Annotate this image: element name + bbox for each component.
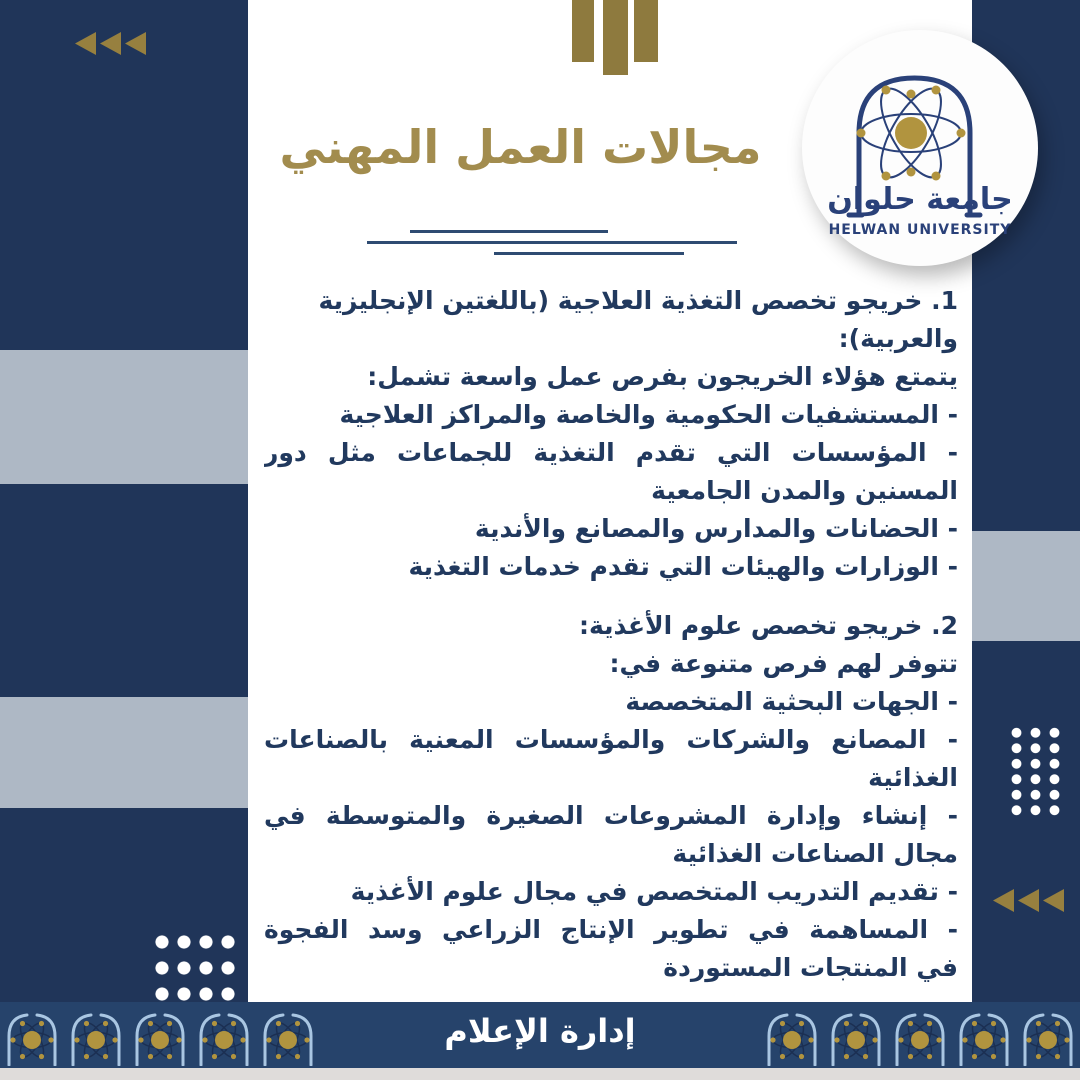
body-text-line: مجال الصناعات الغذائية <box>672 839 958 868</box>
university-logo-badge <box>802 30 1038 266</box>
body-text-line: المسنين والمدن الجامعية <box>651 476 958 505</box>
footer-motifs-right <box>760 1000 1080 1068</box>
gold-top-bar <box>603 0 628 75</box>
body-text-line: - المصانع والشركات والمؤسسات المعنية بالصناعات <box>264 725 958 754</box>
body-text-line: - المؤسسات التي تقدم التغذية للجماعات مثل دور <box>264 438 958 467</box>
body-text-line: 2. خريجو تخصص علوم الأغذية: <box>578 611 958 640</box>
atom-in-arch-icon <box>824 1008 888 1066</box>
gold-top-bar <box>572 0 594 62</box>
body-text-line: - إنشاء وإدارة المشروعات الصغيرة والمتوسطة في <box>264 801 958 830</box>
gold-top-bar <box>634 0 658 62</box>
gold-arrow-left-icon <box>75 32 96 55</box>
body-text-line: - المساهمة في تطوير الإنتاج الزراعي وسد الفجوة <box>264 915 958 944</box>
page-title: مجالات العمل المهني <box>279 120 762 174</box>
body-text-line: الغذائية <box>868 763 958 792</box>
body-text-line: - الجهات البحثية المتخصصة <box>625 687 958 716</box>
steel-bar-left-top <box>0 350 248 484</box>
body-text-line: - الوزارات والهيئات التي تقدم خدمات التغذية <box>408 552 958 581</box>
title-underline <box>410 230 608 233</box>
gold-arrows-top-left <box>75 32 146 55</box>
gold-arrow-left-icon <box>1043 889 1064 912</box>
atom-in-arch-icon <box>0 1008 64 1066</box>
atom-in-arch-icon <box>888 1008 952 1066</box>
gold-arrow-left-icon <box>1018 889 1039 912</box>
logo-english-name: HELWAN UNIVERSITY <box>828 222 1012 238</box>
title-underline <box>494 252 684 255</box>
atom-in-arch-icon <box>1016 1008 1080 1066</box>
gold-arrows-right <box>993 889 1064 912</box>
atom-in-arch-icon <box>952 1008 1016 1066</box>
body-text-line: - الحضانات والمدارس والمصانع والأندية <box>474 514 958 543</box>
dot-grid-right <box>1007 725 1064 818</box>
footer-label: إدارة الإعلام <box>444 1012 636 1050</box>
body-text-line: - المستشفيات الحكومية والخاصة والمراكز العلاجية <box>339 400 958 429</box>
body-text-line: تتوفر لهم فرص متنوعة في: <box>609 649 958 678</box>
footer-bar <box>0 1002 1080 1068</box>
title-underline <box>367 241 737 244</box>
gold-arrow-left-icon <box>125 32 146 55</box>
body-text-line: في المنتجات المستوردة <box>663 953 958 982</box>
body-text-line: - تقديم التدريب المتخصص في مجال علوم الأغذية <box>350 877 958 906</box>
dot-grid-left <box>151 929 239 1007</box>
body-text-line: يتمتع هؤلاء الخريجون بفرص عمل واسعة تشمل: <box>367 362 958 391</box>
footer-motifs-left <box>0 1000 320 1068</box>
bottom-edge-strip <box>0 1068 1080 1080</box>
steel-bar-right <box>972 531 1080 641</box>
atom-in-arch-icon <box>64 1008 128 1066</box>
atom-in-arch-icon <box>192 1008 256 1066</box>
body-text-line: والعربية): <box>838 324 958 353</box>
gold-arrow-left-icon <box>100 32 121 55</box>
gold-arrow-left-icon <box>993 889 1014 912</box>
atom-in-arch-icon <box>256 1008 320 1066</box>
steel-bar-left-bottom <box>0 697 248 808</box>
logo-arabic-name: جامعة حلوان <box>827 182 1013 217</box>
body-text <box>264 282 958 987</box>
atom-in-arch-icon <box>760 1008 824 1066</box>
body-text-line: 1. خريجو تخصص التغذية العلاجية (باللغتين الإنجليزية <box>318 286 958 315</box>
atom-in-arch-icon <box>128 1008 192 1066</box>
